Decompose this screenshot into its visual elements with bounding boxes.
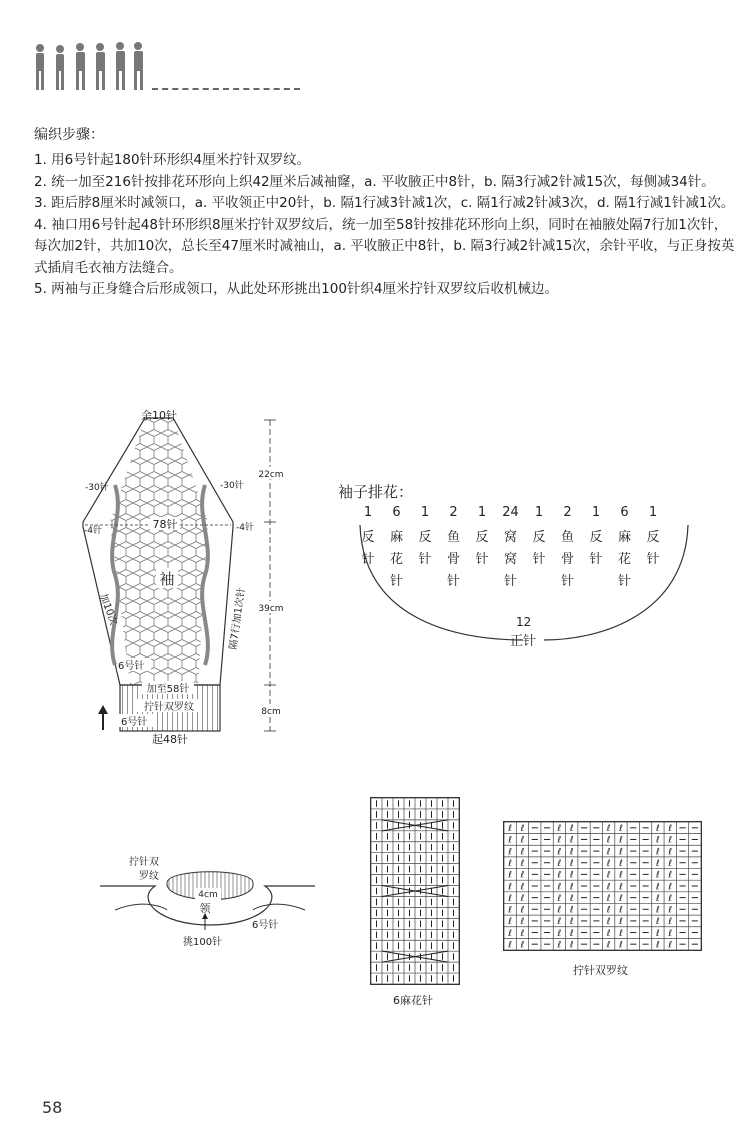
- twisted-knit-mark: ℓ: [668, 882, 673, 893]
- layout-stitch-char: 针: [532, 552, 546, 567]
- twisted-knit-mark: ℓ: [656, 858, 660, 869]
- twisted-knit-mark: ℓ: [557, 882, 562, 893]
- twisted-knit-mark: ℓ: [569, 940, 574, 950]
- twisted-knit-mark: ℓ: [668, 870, 673, 881]
- layout-stitch-char: 针: [589, 552, 603, 567]
- layout-count: 6: [620, 505, 629, 520]
- sleeve-top-label: 余10针: [141, 409, 177, 422]
- twisted-knit-mark: ℓ: [508, 847, 513, 858]
- twisted-knit-mark: ℓ: [606, 940, 611, 950]
- twisted-knit-mark: ℓ: [557, 893, 562, 904]
- layout-stitch-name: [440, 527, 468, 593]
- twisted-knit-mark: ℓ: [569, 893, 574, 904]
- twisted-knit-mark: ℓ: [656, 928, 660, 939]
- layout-count: 1: [534, 505, 544, 520]
- neck-pickup-label: 挑100针: [183, 937, 223, 948]
- twisted-knit-mark: ℓ: [619, 882, 623, 893]
- sleeve-needle-lower: 6号针: [121, 717, 148, 728]
- twisted-knit-mark: ℓ: [619, 940, 623, 950]
- twisted-rib-chart: [503, 821, 702, 951]
- twisted-knit-mark: ℓ: [569, 905, 574, 916]
- layout-stitch-char: 针: [503, 574, 517, 589]
- layout-stitch-name: [554, 527, 582, 593]
- step-2: 2. 统一加至216针按排花环形向上织42厘米后减袖窿，a. 平收腋正中8针，b. 隔3行减2针减15次，每侧减34针。: [34, 173, 715, 190]
- twisted-knit-mark: ℓ: [606, 917, 611, 928]
- layout-stitch-char: 鱼: [560, 530, 574, 545]
- sleeve-right-bindoff: -4针: [236, 523, 254, 533]
- layout-count: 2: [449, 505, 458, 520]
- twisted-knit-mark: ℓ: [557, 858, 562, 869]
- twisted-knit-mark: ℓ: [668, 835, 673, 846]
- layout-stitch-char: 骨: [560, 552, 574, 567]
- twisted-knit-mark: ℓ: [606, 835, 611, 846]
- layout-stitch-char: 针: [446, 574, 460, 589]
- twisted-knit-mark: ℓ: [619, 870, 623, 881]
- cable-chart-label: 6麻花针: [393, 994, 433, 1007]
- sleeve-cast-on: 起48针: [152, 733, 188, 746]
- steps-title: 编织步骤：: [34, 127, 104, 143]
- layout-stitch-char: 针: [361, 552, 375, 567]
- twisted-knit-mark: ℓ: [520, 905, 525, 916]
- twisted-knit-mark: ℓ: [557, 905, 562, 916]
- layout-stitch-name: [468, 527, 496, 571]
- sleeve-width-label: 78针: [152, 518, 178, 531]
- twisted-knit-mark: ℓ: [508, 870, 513, 881]
- twisted-knit-mark: ℓ: [668, 893, 673, 904]
- twisted-knit-mark: ℓ: [619, 893, 623, 904]
- twisted-knit-mark: ℓ: [668, 940, 673, 950]
- layout-stitch-char: 花: [389, 552, 403, 567]
- twisted-knit-mark: ℓ: [520, 940, 525, 950]
- rib-chart-label: 拧针双罗纹: [573, 964, 628, 977]
- twisted-knit-mark: ℓ: [569, 858, 574, 869]
- twisted-knit-mark: ℓ: [508, 928, 513, 939]
- layout-stitch-name: [497, 527, 525, 593]
- layout-stitch-char: 骨: [446, 552, 460, 567]
- layout-total-name: 正针: [510, 634, 537, 649]
- step-3: 3. 距后脖8厘米时减领口，a. 平收领正中20针，b. 隔1行减3针减1次，c. 隔1行减2针减3次，d. 隔1行减1针减1次。: [34, 195, 735, 211]
- twisted-knit-mark: ℓ: [619, 905, 623, 916]
- twisted-knit-mark: ℓ: [606, 905, 611, 916]
- twisted-knit-mark: ℓ: [569, 928, 574, 939]
- layout-stitch-char: 反: [418, 530, 432, 545]
- twisted-knit-mark: ℓ: [606, 882, 611, 893]
- twisted-knit-mark: ℓ: [606, 928, 611, 939]
- twisted-knit-mark: ℓ: [508, 882, 513, 893]
- twisted-knit-mark: ℓ: [606, 870, 611, 881]
- twisted-knit-mark: ℓ: [619, 928, 623, 939]
- twisted-knit-mark: ℓ: [656, 824, 660, 835]
- twisted-knit-mark: ℓ: [656, 905, 660, 916]
- twisted-knit-mark: ℓ: [520, 870, 525, 881]
- layout-count: 2: [563, 505, 572, 520]
- layout-stitch-char: 针: [617, 574, 631, 589]
- layout-stitch-char: 反: [589, 530, 603, 545]
- twisted-knit-mark: ℓ: [619, 835, 623, 846]
- layout-stitch-name: [354, 527, 382, 571]
- twisted-knit-mark: ℓ: [619, 858, 623, 869]
- sleeve-right-increase: 隔7行加1次针: [228, 586, 248, 651]
- step-1: 1. 用6号针起180针环形织4厘米拧针双罗纹。: [34, 152, 311, 168]
- twisted-knit-mark: ℓ: [520, 858, 525, 869]
- twisted-knit-mark: ℓ: [557, 824, 562, 835]
- twisted-knit-mark: ℓ: [569, 824, 574, 835]
- twisted-knit-mark: ℓ: [668, 824, 673, 835]
- sleeve-diagram: [70, 405, 320, 750]
- sleeve-left-bindoff: -4针: [84, 526, 102, 536]
- sleeve-piece-name: 袖: [159, 570, 175, 588]
- layout-stitch-char: 反: [475, 530, 489, 545]
- twisted-knit-mark: ℓ: [606, 824, 611, 835]
- layout-total-count: 12: [516, 615, 532, 629]
- sleeve-needle-upper: 6号针: [118, 661, 145, 672]
- twisted-knit-mark: ℓ: [557, 835, 562, 846]
- twisted-knit-mark: ℓ: [668, 905, 673, 916]
- sleeve-stitch-layout: [338, 475, 713, 650]
- twisted-knit-mark: ℓ: [606, 847, 611, 858]
- twisted-knit-mark: ℓ: [668, 928, 673, 939]
- steps-list: [34, 150, 740, 301]
- twisted-knit-mark: ℓ: [656, 893, 660, 904]
- layout-count: 1: [477, 505, 487, 520]
- twisted-knit-mark: ℓ: [668, 858, 673, 869]
- twisted-knit-mark: ℓ: [569, 882, 574, 893]
- layout-stitch-char: 窝: [503, 552, 517, 567]
- twisted-knit-mark: ℓ: [557, 847, 562, 858]
- twisted-knit-mark: ℓ: [508, 824, 513, 835]
- header-dash-line: [152, 88, 300, 90]
- twisted-knit-mark: ℓ: [619, 824, 623, 835]
- rib-chart-grid: [504, 822, 701, 950]
- layout-stitch-char: 针: [560, 574, 574, 589]
- twisted-knit-mark: ℓ: [668, 917, 673, 928]
- twisted-knit-mark: ℓ: [606, 893, 611, 904]
- layout-stitch-char: 反: [646, 530, 660, 545]
- layout-count: 1: [420, 505, 430, 520]
- sleeve-honeycomb-area: [110, 418, 208, 685]
- layout-stitch-char: 针: [646, 552, 660, 567]
- twisted-knit-mark: ℓ: [508, 893, 513, 904]
- layout-stitch-char: 反: [361, 530, 375, 545]
- twisted-knit-mark: ℓ: [520, 928, 525, 939]
- twisted-knit-mark: ℓ: [508, 858, 513, 869]
- twisted-knit-mark: ℓ: [619, 847, 623, 858]
- twisted-knit-mark: ℓ: [656, 882, 660, 893]
- twisted-knit-mark: ℓ: [520, 917, 525, 928]
- twisted-knit-mark: ℓ: [520, 847, 525, 858]
- twisted-knit-mark: ℓ: [569, 847, 574, 858]
- layout-count: 6: [392, 505, 401, 520]
- layout-count: 1: [591, 505, 601, 520]
- layout-title: 袖子排花：: [338, 483, 414, 501]
- people-silhouettes-icon: [30, 40, 150, 92]
- twisted-knit-mark: ℓ: [557, 928, 562, 939]
- sleeve-rib-name: 拧针双罗纹: [144, 702, 194, 713]
- twisted-knit-mark: ℓ: [557, 917, 562, 928]
- layout-stitch-char: 针: [389, 574, 403, 589]
- twisted-knit-mark: ℓ: [656, 847, 660, 858]
- neck-name: 领: [199, 902, 211, 915]
- layout-stitch-name: [639, 527, 667, 571]
- cable-chart-grid: [371, 798, 459, 984]
- layout-stitch-char: 针: [418, 552, 432, 567]
- twisted-knit-mark: ℓ: [508, 917, 513, 928]
- layout-count: 1: [648, 505, 658, 520]
- twisted-knit-mark: ℓ: [619, 917, 623, 928]
- layout-stitch-name: [582, 527, 610, 571]
- twisted-knit-mark: ℓ: [520, 882, 525, 893]
- layout-stitch-char: 花: [617, 552, 631, 567]
- layout-stitch-name: [411, 527, 439, 571]
- neck-needle-label: 6号针: [252, 920, 279, 931]
- twisted-knit-mark: ℓ: [656, 870, 660, 881]
- twisted-knit-mark: ℓ: [668, 847, 673, 858]
- twisted-knit-mark: ℓ: [656, 917, 660, 928]
- twisted-knit-mark: ℓ: [557, 940, 562, 950]
- sleeve-right-decrease: -30针: [220, 481, 244, 491]
- twisted-knit-mark: ℓ: [606, 858, 611, 869]
- layout-stitch-char: 鱼: [446, 530, 460, 545]
- layout-stitch-name: [383, 527, 411, 593]
- twisted-knit-mark: ℓ: [569, 917, 574, 928]
- layout-stitch-char: 针: [475, 552, 489, 567]
- height-cuff-label: 8cm: [261, 707, 281, 717]
- sleeve-left-decrease: -30针: [85, 483, 109, 493]
- cable-stitch-chart: [370, 797, 460, 985]
- step-4: 4. 袖口用6号针起48针环形织8厘米拧针双罗纹后，统一加至58针按排花环形向上织，同时在袖腋处隔7行加1次针，每次加2针，共加10次，总长至47厘米时减袖山，a. 平收腋正中8针，b. 隔3行减2针减15次，余针平收，与正身按英式插肩毛衣袖方法缝合。: [34, 216, 735, 276]
- twisted-knit-mark: ℓ: [520, 893, 525, 904]
- sleeve-left-increase: 加10次: [97, 592, 119, 627]
- layout-stitch-name: [611, 527, 639, 593]
- twisted-knit-mark: ℓ: [569, 870, 574, 881]
- neck-depth-label: 4cm: [198, 890, 218, 900]
- neck-rib-label-1: 拧针双: [129, 857, 159, 868]
- layout-stitch-name: [525, 527, 553, 571]
- page-number: 58: [42, 1098, 63, 1117]
- twisted-knit-mark: ℓ: [569, 835, 574, 846]
- twisted-knit-mark: ℓ: [557, 870, 562, 881]
- layout-stitch-char: 反: [532, 530, 546, 545]
- step-5: 5. 两袖与正身缝合后形成领口，从此处环形挑出100针织4厘米拧针双罗纹后收机械边。: [34, 281, 559, 297]
- layout-count: 1: [363, 505, 373, 520]
- twisted-knit-mark: ℓ: [656, 835, 660, 846]
- layout-count: 24: [502, 505, 519, 520]
- neck-diagram: [95, 850, 325, 960]
- sleeve-increase-to: 加至58针: [146, 684, 190, 695]
- twisted-knit-mark: ℓ: [656, 940, 660, 950]
- layout-stitch-char: 麻: [389, 530, 403, 545]
- twisted-knit-mark: ℓ: [520, 824, 525, 835]
- twisted-knit-mark: ℓ: [508, 835, 513, 846]
- twisted-knit-mark: ℓ: [508, 905, 513, 916]
- twisted-knit-mark: ℓ: [520, 835, 525, 846]
- layout-stitch-char: 麻: [617, 530, 631, 545]
- twisted-knit-mark: ℓ: [508, 940, 513, 950]
- height-cap-label: 22cm: [258, 470, 284, 480]
- height-body-label: 39cm: [258, 604, 284, 614]
- sleeve-cable-right: [202, 485, 208, 665]
- layout-stitch-char: 窝: [503, 530, 517, 545]
- neck-rib-label-2: 罗纹: [139, 871, 159, 882]
